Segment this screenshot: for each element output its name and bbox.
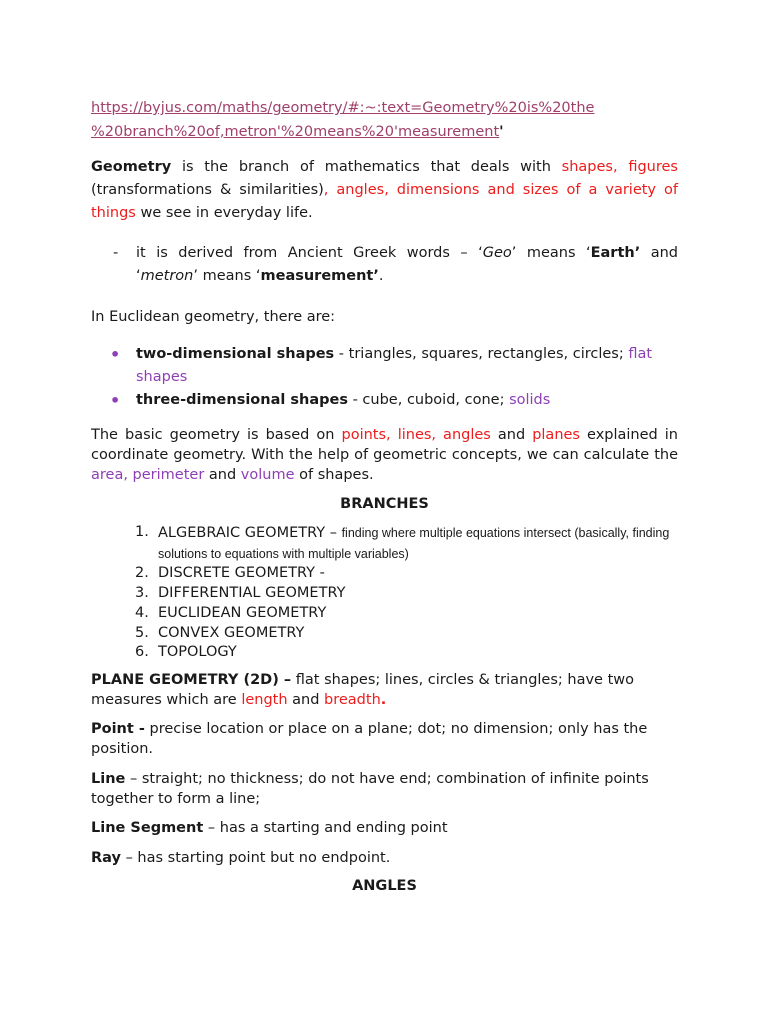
source-link[interactable] bbox=[91, 96, 678, 144]
branch-label: DISCRETE GEOMETRY - bbox=[158, 565, 325, 582]
highlight-shapes: shapes, figures bbox=[561, 159, 678, 175]
text: flat shapes; lines, circles & triangles; have two measures which are bbox=[91, 672, 635, 708]
geometry-term: Geometry bbox=[91, 159, 172, 175]
bullet-marker: • bbox=[110, 345, 121, 364]
list-item bbox=[135, 624, 678, 644]
item-number: 4. bbox=[135, 604, 149, 621]
point-definition bbox=[91, 719, 678, 759]
highlight-period: . bbox=[380, 692, 387, 708]
highlight-breadth: breadth bbox=[324, 692, 381, 708]
definition-text: precise location or place on a plane; dot; no dimension; only has the position. bbox=[91, 721, 648, 757]
dash-marker: - bbox=[113, 245, 119, 261]
branches-heading: BRANCHES bbox=[340, 496, 429, 512]
list-item bbox=[135, 523, 678, 564]
definition-term: Ray bbox=[91, 850, 121, 866]
dash-text bbox=[136, 242, 678, 288]
angles-heading: ANGLES bbox=[352, 878, 417, 894]
branch-label: ALGEBRAIC GEOMETRY – bbox=[158, 525, 342, 541]
text: . bbox=[378, 268, 384, 284]
bullet-text bbox=[136, 389, 550, 412]
text: and ‘ bbox=[136, 245, 678, 284]
highlight-points: points, lines, angles bbox=[341, 427, 491, 443]
text: of shapes. bbox=[294, 467, 374, 483]
item-number: 1. bbox=[135, 524, 149, 540]
metron-word: metron bbox=[140, 268, 194, 284]
geometry-definition bbox=[91, 156, 678, 225]
branch-label: TOPOLOGY bbox=[158, 644, 237, 661]
ray-definition bbox=[91, 848, 678, 868]
definition-text: – has a starting and ending point bbox=[203, 820, 448, 836]
bullet-text bbox=[136, 343, 678, 389]
source-link-block bbox=[91, 96, 678, 144]
item-number: 5. bbox=[135, 624, 149, 641]
item-number: 6. bbox=[135, 644, 149, 661]
definition-text: – straight; no thickness; do not have end; combination of infinite points together to form a line; bbox=[91, 771, 649, 807]
source-link-line-2[interactable]: %20branch%20of,metron'%20means%20'measurement bbox=[91, 124, 500, 140]
earth-word: Earth’ bbox=[590, 245, 641, 261]
branches-list bbox=[135, 523, 678, 663]
text: we see in everyday life. bbox=[135, 205, 313, 221]
highlight-angles: , angles, dimensions and sizes of a variety of things bbox=[91, 182, 678, 221]
text: explained in coordinate geometry. With the help of geometric concepts, we can calculate the bbox=[91, 427, 678, 463]
line-definition bbox=[91, 769, 678, 809]
basic-geometry-paragraph bbox=[91, 425, 678, 485]
measurement-word: measurement’ bbox=[260, 268, 379, 284]
definition-term: Point - bbox=[91, 721, 145, 737]
bullet-marker: • bbox=[110, 391, 121, 410]
branch-label: CONVEX GEOMETRY bbox=[158, 624, 305, 641]
list-item bbox=[135, 604, 678, 624]
branch-label: DIFFERENTIAL GEOMETRY bbox=[158, 585, 346, 602]
item-number: 3. bbox=[135, 585, 149, 602]
shape-bullet-list bbox=[110, 343, 678, 412]
list-item bbox=[135, 584, 678, 604]
highlight-volume: volume bbox=[240, 467, 295, 483]
euclidean-intro: In Euclidean geometry, there are: bbox=[91, 309, 336, 325]
text: and bbox=[204, 467, 241, 483]
branch-note: finding where multiple equations intersect (basically, finding solutions to equations with multiple variables) bbox=[158, 526, 670, 561]
list-item bbox=[135, 564, 678, 584]
text: and bbox=[490, 427, 533, 443]
text: and bbox=[287, 692, 325, 708]
text: ’ means ‘ bbox=[193, 268, 261, 284]
branch-label: EUCLIDEAN GEOMETRY bbox=[158, 604, 327, 621]
highlight-length: length bbox=[241, 692, 288, 708]
line-segment-definition bbox=[91, 818, 678, 838]
item-text bbox=[158, 523, 678, 564]
text: is the branch of mathematics that deals with bbox=[171, 159, 562, 175]
definition-text: – has starting point but no endpoint. bbox=[120, 850, 391, 866]
text: The basic geometry is based on bbox=[91, 427, 342, 443]
text: it is derived from Ancient Greek words – ‘ bbox=[136, 245, 483, 261]
list-item bbox=[110, 343, 678, 389]
list-item bbox=[110, 389, 678, 412]
bullet-term: three-dimensional shapes bbox=[136, 392, 348, 408]
dash-list-item bbox=[113, 242, 678, 288]
source-link-tail: ' bbox=[499, 124, 504, 140]
definition-term: PLANE GEOMETRY (2D) – bbox=[91, 672, 292, 688]
source-link-line-1[interactable]: https://byjus.com/maths/geometry/#:~:text=Geometry%20is%20the bbox=[91, 100, 595, 116]
bullet-highlight: flat shapes bbox=[136, 346, 653, 385]
list-item bbox=[135, 643, 678, 663]
definition-term: Line bbox=[91, 771, 126, 787]
bullet-highlight: solids bbox=[509, 392, 551, 408]
highlight-planes: planes bbox=[532, 427, 580, 443]
bullet-term: two-dimensional shapes bbox=[136, 346, 335, 362]
text: - triangles, squares, rectangles, circles; bbox=[334, 346, 629, 362]
item-number: 2. bbox=[135, 565, 149, 582]
highlight-area: area, perimeter bbox=[91, 467, 205, 483]
text: (transformations & similarities) bbox=[91, 182, 324, 198]
geo-word: Geo bbox=[482, 245, 512, 261]
plane-geometry-definition bbox=[91, 670, 678, 710]
text: - cube, cuboid, cone; bbox=[347, 392, 510, 408]
text: ’ means ‘ bbox=[511, 245, 591, 261]
definition-term: Line Segment bbox=[91, 820, 204, 836]
